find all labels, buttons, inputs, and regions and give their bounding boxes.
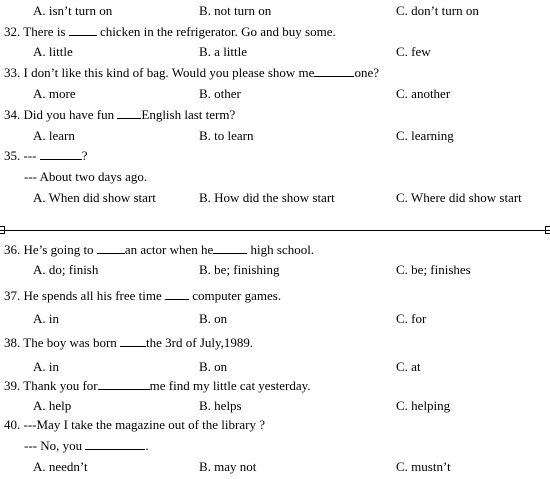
q35-text-post: ?: [81, 148, 88, 163]
q31-option-b: B. not turn on: [199, 3, 272, 18]
q37-text-post: computer games.: [192, 288, 282, 303]
q32-option-b: B. a little: [199, 44, 248, 59]
q33-text-pre: 33. I don’t like this kind of bag. Would you please show me: [4, 65, 315, 80]
q34-text-post: English last term?: [141, 107, 236, 122]
q40-reply-text: --- No, you: [24, 438, 83, 453]
q39-option-c: C. helping: [396, 398, 451, 413]
q36-option-b: B. be; finishing: [199, 262, 280, 277]
divider-right-mark: [545, 226, 550, 234]
q39-text-pre: 39. Thank you for: [4, 378, 98, 393]
q36-blank-2: [213, 242, 247, 254]
q34-stem: [4, 107, 235, 123]
q36-text-mid: an actor when he: [124, 242, 214, 257]
q36-text-post: high school.: [250, 242, 315, 257]
q33-option-c: C. another: [396, 86, 451, 101]
q39-blank: [98, 378, 150, 390]
q37-option-a: A. in: [33, 311, 59, 326]
q35-blank: [40, 148, 82, 160]
q39-text-post: me find my little cat yesterday.: [149, 378, 311, 393]
q32-text-pre: 32. There is: [4, 24, 66, 39]
q35-text-pre: 35. ---: [4, 148, 37, 163]
q35-stem: [4, 148, 88, 164]
q37-text-pre: 37. He spends all his free time: [4, 288, 162, 303]
q32-option-a: A. little: [33, 44, 73, 59]
q34-option-b: B. to learn: [199, 128, 254, 143]
q38-text-pre: 38. The boy was born: [4, 335, 117, 350]
q37-stem: [4, 288, 281, 304]
q32-blank: [69, 24, 97, 36]
q36-text-pre: 36. He’s going to: [4, 242, 94, 257]
q34-blank: [117, 107, 141, 119]
q40-option-a: A. needn’t: [33, 459, 88, 474]
q35-option-b: B. How did the show start: [199, 190, 335, 205]
q36-option-a: A. do; finish: [33, 262, 99, 277]
q34-text-pre: 34. Did you have fun: [4, 107, 115, 122]
q31-option-a: A. isn’t turn on: [33, 3, 113, 18]
q34-option-c: C. learning: [396, 128, 454, 143]
q34-option-a: A. learn: [33, 128, 75, 143]
q32-option-c: C. few: [396, 44, 431, 59]
section-divider: [0, 230, 550, 231]
q40-option-c: C. mustn’t: [396, 459, 451, 474]
q38-text-post: the 3rd of July,1989.: [146, 335, 254, 350]
q40-reply-end: .: [145, 438, 149, 453]
q36-blank-1: [97, 242, 125, 254]
q38-stem: [4, 335, 253, 351]
q32-stem: [4, 24, 336, 40]
q38-option-c: C. at: [396, 359, 421, 374]
q37-option-c: C. for: [396, 311, 427, 326]
q33-stem: [4, 65, 379, 81]
q39-option-a: A. help: [33, 398, 72, 413]
divider-left-mark: [0, 226, 5, 234]
q38-blank: [120, 335, 146, 347]
q33-option-a: A. more: [33, 86, 76, 101]
q40-stem: 40. ---May I take the magazine out of the library ?: [4, 417, 265, 432]
q33-option-b: B. other: [199, 86, 241, 101]
q31-option-c: C. don’t turn on: [396, 3, 479, 18]
q32-text-post: chicken in the refrigerator. Go and buy some.: [100, 24, 336, 39]
q35-answer: --- About two days ago.: [24, 169, 148, 184]
q39-stem: [4, 378, 311, 394]
q37-blank: [165, 288, 189, 300]
q38-option-b: B. on: [199, 359, 228, 374]
q39-option-b: B. helps: [199, 398, 242, 413]
q36-stem: [4, 242, 314, 258]
q38-option-a: A. in: [33, 359, 59, 374]
q33-text-post: one?: [354, 65, 379, 80]
q36-option-c: C. be; finishes: [396, 262, 471, 277]
q40-option-b: B. may not: [199, 459, 257, 474]
q40-reply: [24, 438, 149, 454]
q35-option-a: A. When did show start: [33, 190, 156, 205]
q35-option-c: C. Where did show start: [396, 190, 522, 205]
q37-option-b: B. on: [199, 311, 228, 326]
q33-blank: [314, 65, 354, 77]
q40-blank: [85, 438, 145, 450]
